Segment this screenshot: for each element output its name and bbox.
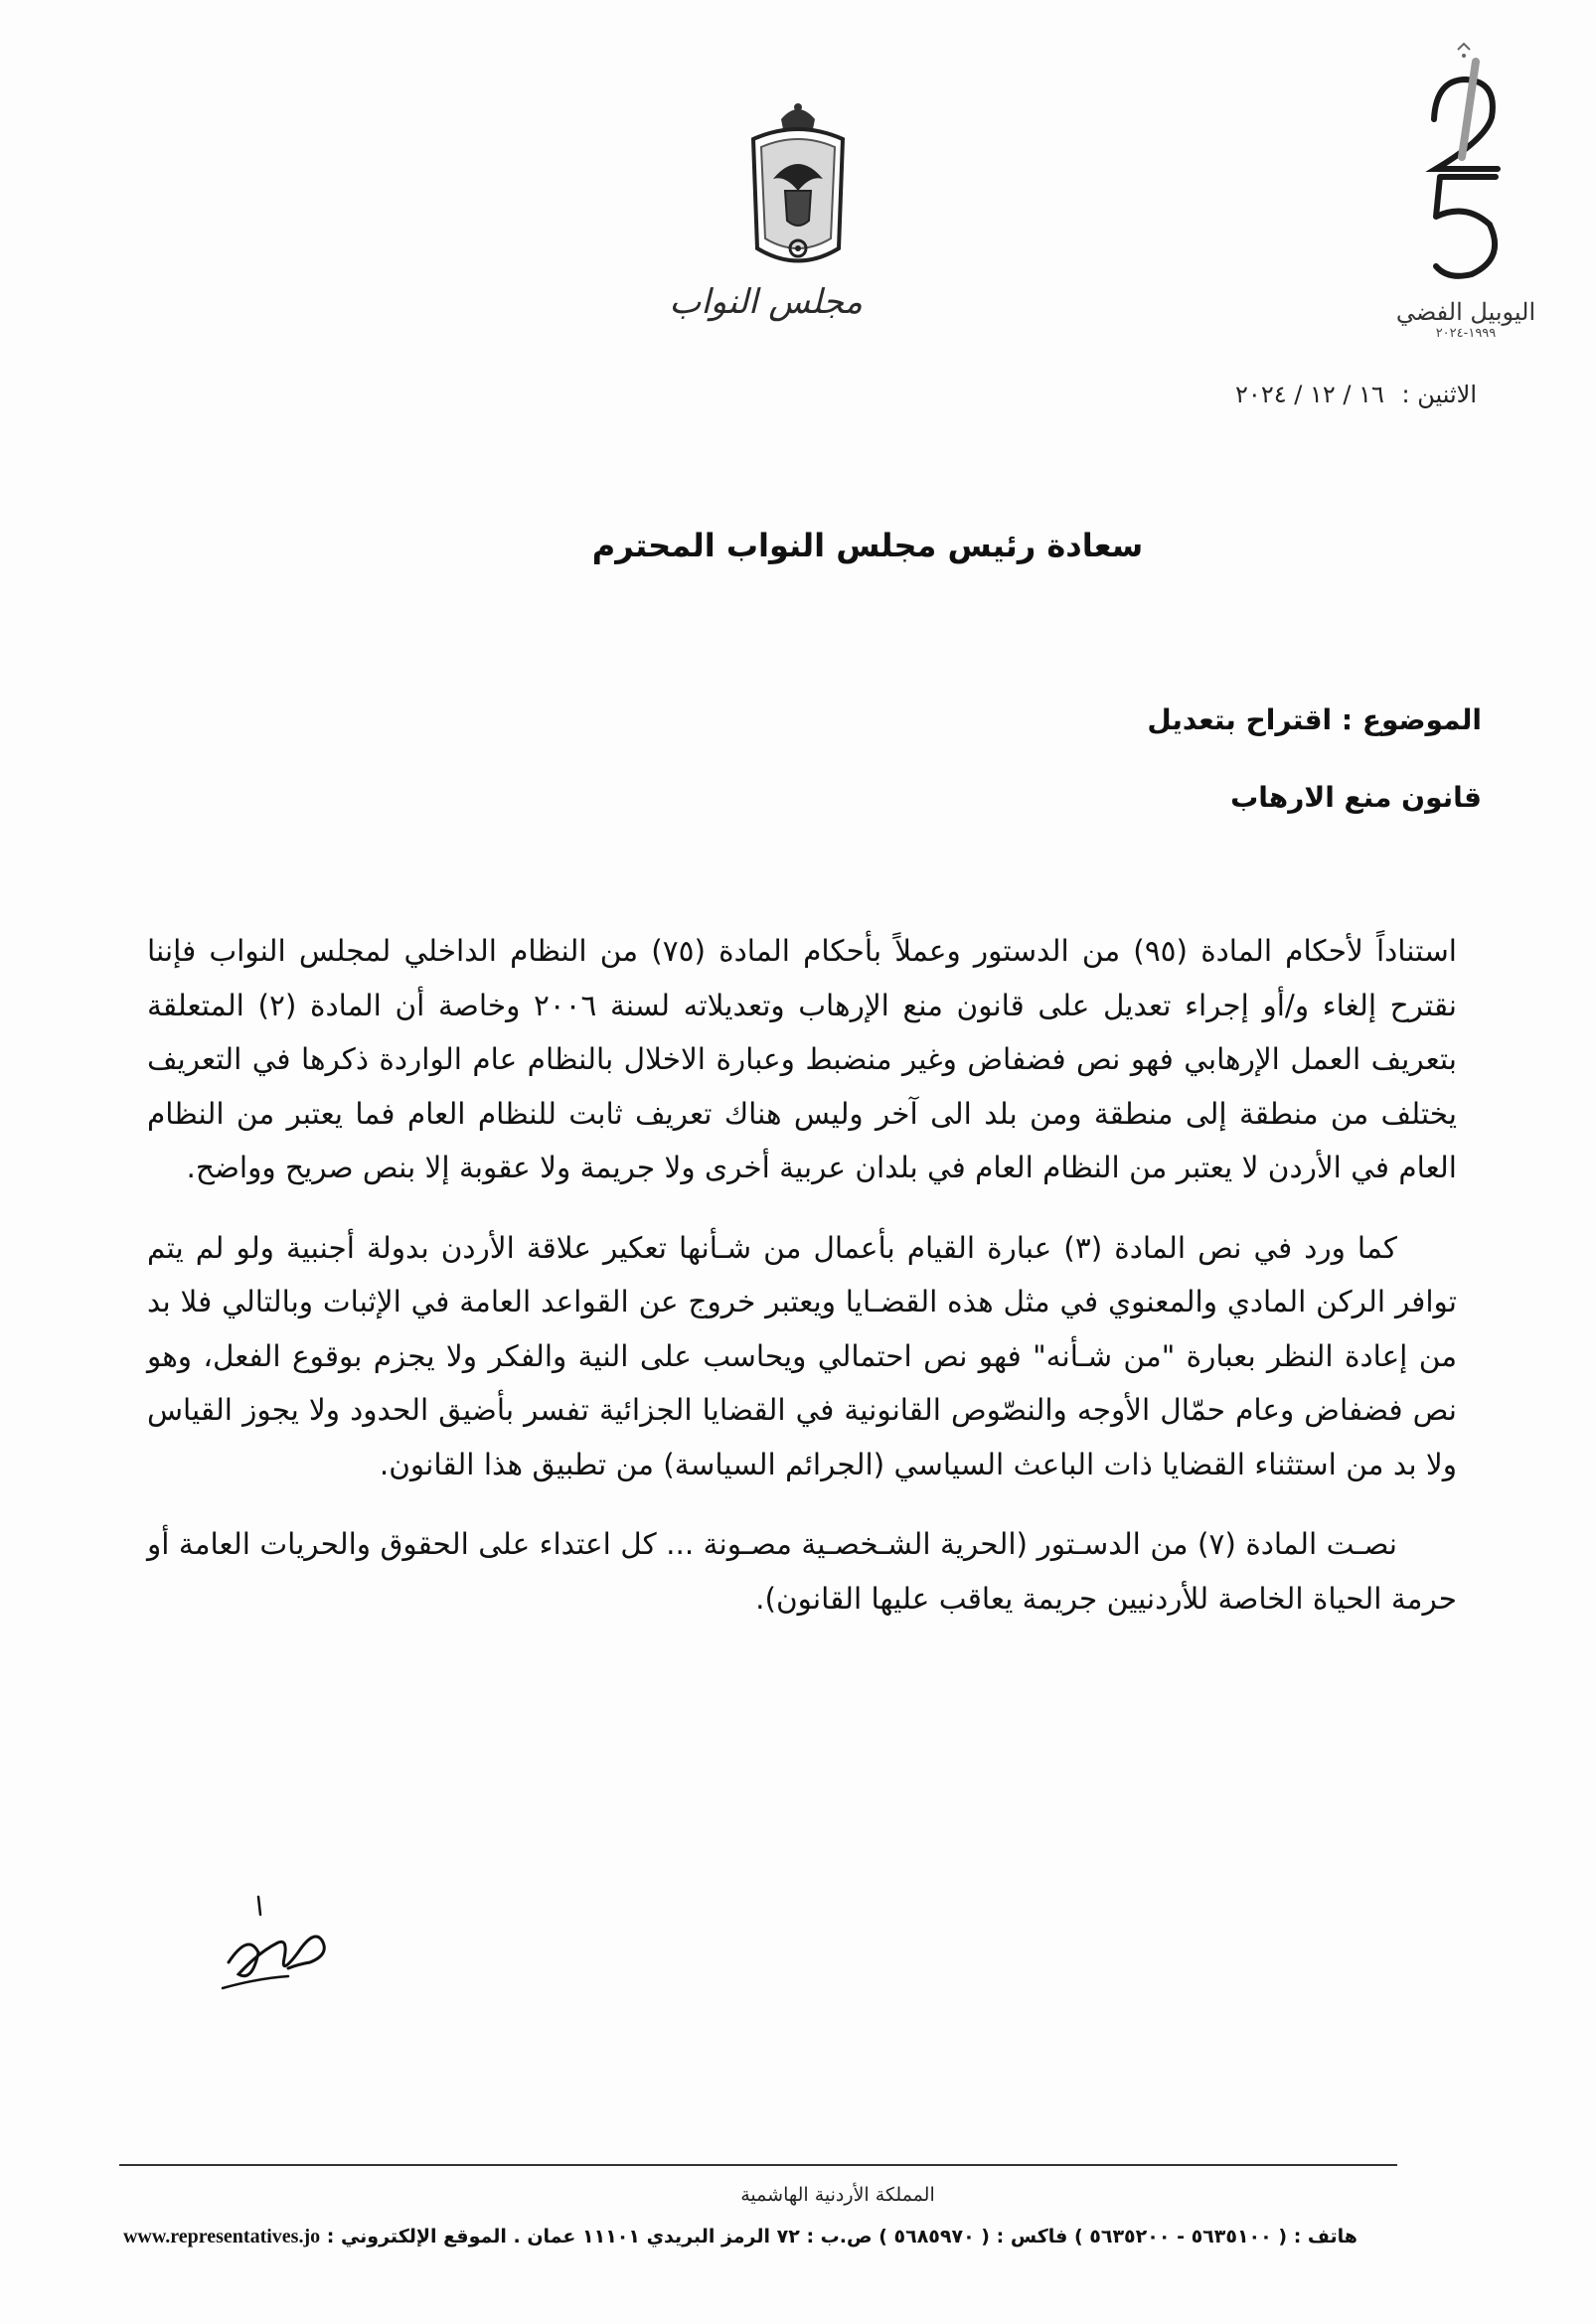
institution-name: مجلس النواب <box>669 282 863 322</box>
body-paragraph-3: نصـت المادة (٧) من الدسـتور (الحرية الشـخصـية مصـونة ... كل اعتداء على الحقوق والحريات العامة أو حرمة الحياة الخاصة للأردنيين جريمة يعاقب عليها القانون). <box>147 1527 1457 1616</box>
footer-divider <box>119 2164 1397 2166</box>
jubilee-logo <box>1391 40 1540 358</box>
body-paragraph-2: كما ورد في نص المادة (٣) عبارة القيام بأعمال من شـأنها تعكير علاقة الأردن بدولة أجنبية ولو لم يتم توافر الركن المادي والمعنوي في مثل هذه القضـايا ويعتبر خروج عن القواعد العامة في الإثبات وبالتالي فلا بد من إعادة النظر بعبارة "من شـأنه" فهو نص احتمالي ويحاسب على النية والفكر ولا يجزم بوقوع الفعل، وهو نص فضفاض وعام حمّال الأوجه والنصّوص القانونية في القضايا الجزائية تفسر بأضيق الحدود ولا يجوز القياس ولا بد من استثناء القضايا ذات الباعث السياسي (الجرائم السياسة) من تطبيق هذا القانون. <box>147 1230 1457 1481</box>
postal-code: الرمز البريدي ١١١٠١ عمان . <box>513 2226 771 2247</box>
body-paragraph-1: استناداً لأحكام المادة (٩٥) من الدستور وعملاً بأحكام المادة (٧٥) من النظام الداخلي لمجلس النواب فإننا نقترح إلغاء و/أو إجراء تعديل على قانون منع الإرهاب وتعديلاته لسنة ٢٠٠٦ وخاصة أن المادة (٢) المتعلقة بتعريف العمل الإرهابي فهو نص فضفاض وغير منضبط وعبارة الاخلال بالنظام عام الواردة ذكرها في التعريف يختلف من منطقة إلى منطقة ومن بلد الى آخر وليس هناك تعريف ثابت للنظام العام فما يعتبر من النظام العام في الأردن لا يعتبر من النظام العام في بلدان عربية أخرى ولا جريمة ولا عقوبة إلا بنص صريح وواضح. <box>147 934 1457 1184</box>
letterhead-emblem <box>669 99 863 338</box>
signature <box>219 1893 348 2002</box>
subject-label: الموضوع : اقتراح بتعديل <box>1147 703 1482 736</box>
subject-title: قانون منع الارهاب <box>1230 781 1482 814</box>
date-day-label: الاثنين : <box>1401 381 1477 408</box>
footer-contact <box>123 2226 1357 2248</box>
silver-jubilee-25-icon <box>1406 40 1525 288</box>
website-link[interactable]: www.representatives.jo <box>122 2226 321 2247</box>
jubilee-title: اليوبيل الفضي <box>1395 298 1536 326</box>
handwritten-signature-icon <box>219 1893 348 2002</box>
date-value: ١٦ / ١٢ / ٢٠٢٤ <box>1235 381 1384 408</box>
coat-of-arms-icon <box>743 99 853 278</box>
footer-kingdom: المملكة الأردنية الهاشمية <box>740 2184 935 2206</box>
po-box: ص.ب : ٧٢ <box>776 2226 873 2247</box>
fax-label: فاكس : <box>996 2226 1068 2247</box>
website-label: الموقع الإلكتروني : <box>326 2226 507 2247</box>
phone-numbers: ( ٥٦٣٥١٠٠ - ٥٦٣٥٢٠٠ ) <box>1073 2226 1288 2247</box>
subject-block <box>1147 682 1482 837</box>
letter-date <box>1235 381 1477 408</box>
phone-label: هاتف : <box>1293 2226 1357 2247</box>
fax-number: ( ٥٦٨٥٩٧٠ ) <box>878 2226 990 2247</box>
jubilee-years: ١٩٩٩-٢٠٢٤ <box>1435 326 1497 341</box>
letter-body <box>147 924 1457 1651</box>
addressee: سعادة رئيس مجلس النواب المحترم <box>591 527 1144 564</box>
